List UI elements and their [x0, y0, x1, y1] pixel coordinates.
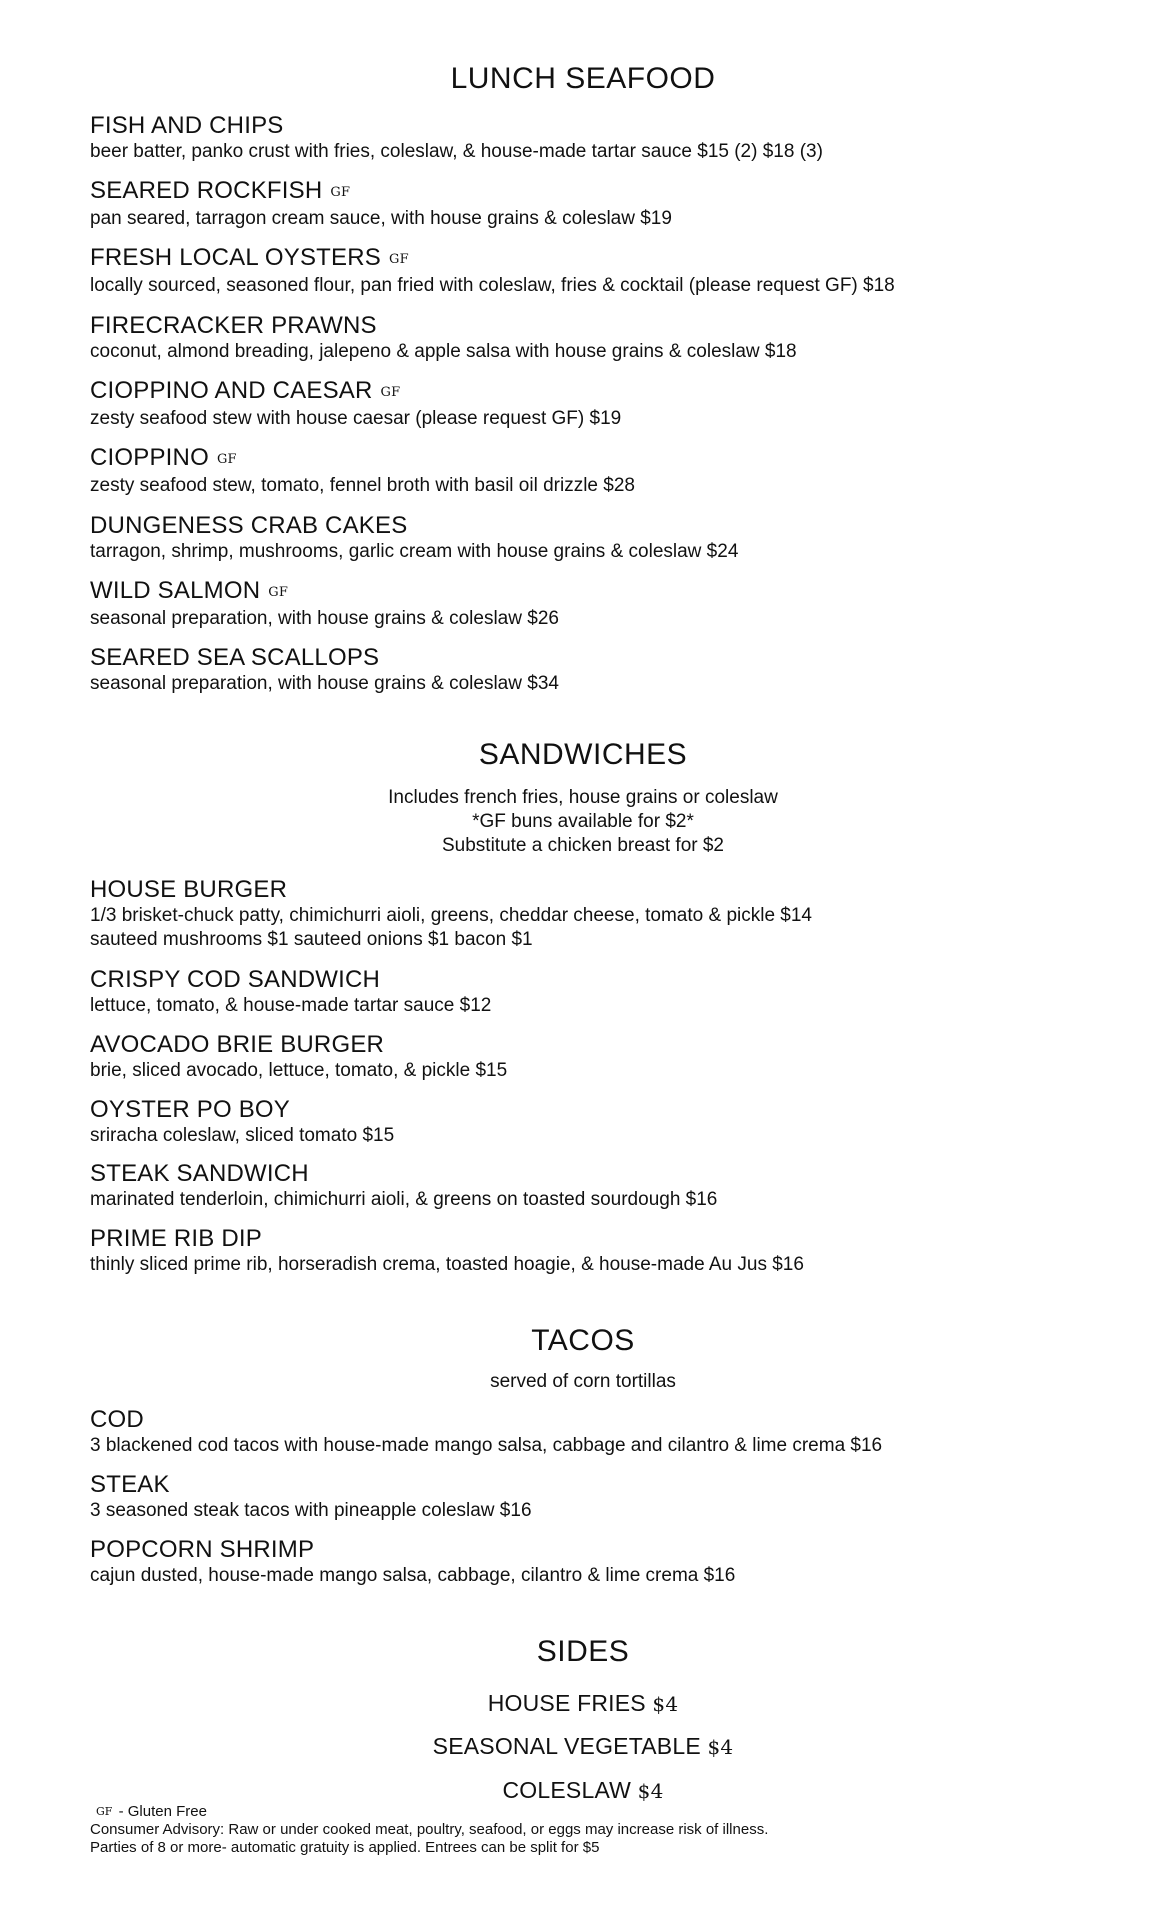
menu-item: [90, 377, 1090, 431]
menu-item: [90, 1096, 1090, 1148]
side-price: $4: [652, 1692, 679, 1716]
menu-item: [90, 644, 1090, 696]
item-name: SEARED ROCKFISH: [90, 177, 323, 204]
gluten-free-mark: GF: [268, 585, 289, 600]
item-name: WILD SALMON: [90, 577, 261, 604]
gf-legend: [90, 1803, 768, 1821]
menu-item: [90, 577, 1090, 631]
item-name: SEARED SEA SCALLOPS: [90, 644, 380, 671]
lunch-seafood-title: LUNCH SEAFOOD: [450, 62, 716, 95]
intro-line: *GF buns available for $2*: [472, 811, 694, 832]
gluten-free-mark: GF: [330, 185, 351, 200]
item-description: beer batter, panko crust with fries, coleslaw, & house-made tartar sauce $15 (2) $18 (3): [90, 141, 823, 162]
item-description: cajun dusted, house-made mango salsa, cabbage, cilantro & lime crema $16: [90, 1565, 736, 1586]
item-description: coconut, almond breading, jalepeno & apple salsa with house grains & coleslaw $18: [90, 341, 797, 362]
gluten-free-mark: GF: [96, 1805, 113, 1818]
item-name: PRIME RIB DIP: [90, 1225, 262, 1252]
intro-line: Includes french fries, house grains or coleslaw: [388, 787, 778, 808]
item-description: marinated tenderloin, chimichurri aioli, & greens on toasted sourdough $16: [90, 1189, 718, 1210]
menu-item: [90, 512, 1090, 564]
item-description: 1/3 brisket-chuck patty, chimichurri aioli, greens, cheddar cheese, tomato & pickle $14: [90, 905, 812, 926]
side-item: [0, 1776, 1166, 1805]
side-item: [0, 1732, 1166, 1761]
menu-item: [90, 177, 1090, 231]
menu-item: [90, 444, 1090, 498]
gf-legend-text: - Gluten Free: [114, 1803, 207, 1820]
item-name: DUNGENESS CRAB CAKES: [90, 512, 408, 539]
item-name: FIRECRACKER PRAWNS: [90, 312, 377, 339]
menu-item: [90, 1471, 1090, 1523]
gluten-free-mark: GF: [380, 385, 401, 400]
item-description: 3 seasoned steak tacos with pineapple coleslaw $16: [90, 1500, 532, 1521]
tacos-title: TACOS: [531, 1324, 635, 1357]
item-description: 3 blackened cod tacos with house-made mango salsa, cabbage and cilantro & lime crema $16: [90, 1435, 883, 1456]
item-description: pan seared, tarragon cream sauce, with house grains & coleslaw $19: [90, 208, 672, 229]
item-description: seasonal preparation, with house grains & coleslaw $26: [90, 608, 559, 629]
menu-item: [90, 312, 1090, 364]
side-item: [0, 1689, 1166, 1718]
item-name: FRESH LOCAL OYSTERS: [90, 244, 381, 271]
item-name: OYSTER PO BOY: [90, 1096, 290, 1123]
item-description: brie, sliced avocado, lettuce, tomato, & pickle $15: [90, 1060, 508, 1081]
menu-item: [90, 966, 1090, 1018]
sandwiches-title: SANDWICHES: [478, 738, 688, 771]
item-description: tarragon, shrimp, mushrooms, garlic cream with house grains & coleslaw $24: [90, 541, 739, 562]
consumer-advisory: Consumer Advisory: Raw or under cooked meat, poultry, seafood, or eggs may increase risk of illness.: [90, 1821, 769, 1838]
menu-item: [90, 244, 1090, 298]
item-name: STEAK: [90, 1471, 170, 1498]
item-name: HOUSE BURGER: [90, 876, 288, 903]
menu-footer: [90, 1803, 768, 1857]
side-price: $4: [637, 1779, 664, 1803]
item-description: thinly sliced prime rib, horseradish crema, toasted hoagie, & house-made Au Jus $16: [90, 1254, 804, 1275]
sandwiches-intro: [0, 786, 1166, 858]
tacos-intro: served of corn tortillas: [490, 1371, 676, 1392]
item-addons: sauteed mushrooms $1 sauteed onions $1 bacon $1: [90, 929, 533, 950]
intro-line: Substitute a chicken breast for $2: [442, 835, 724, 856]
side-name: COLESLAW: [502, 1777, 632, 1803]
side-name: HOUSE FRIES: [487, 1690, 646, 1716]
gluten-free-mark: GF: [216, 452, 237, 467]
menu-item: [90, 1225, 1090, 1277]
side-price: $4: [707, 1735, 734, 1759]
menu-item: [90, 1031, 1090, 1083]
item-description: lettuce, tomato, & house-made tartar sauce $12: [90, 995, 492, 1016]
item-name: CIOPPINO AND CAESAR: [90, 377, 373, 404]
item-name: FISH AND CHIPS: [90, 112, 284, 139]
menu-item: [90, 1536, 1090, 1588]
item-description: locally sourced, seasoned flour, pan fried with coleslaw, fries & cocktail (please request GF) $18: [90, 275, 895, 296]
item-description: zesty seafood stew with house caesar (please request GF) $19: [90, 408, 622, 429]
item-name: CIOPPINO: [90, 444, 209, 471]
menu-item: [90, 112, 1090, 164]
item-name: COD: [90, 1406, 144, 1433]
menu-item: [90, 876, 1090, 952]
item-description: seasonal preparation, with house grains & coleslaw $34: [90, 673, 559, 694]
menu-item: [90, 1160, 1090, 1212]
gluten-free-mark: GF: [388, 252, 409, 267]
item-description: sriracha coleslaw, sliced tomato $15: [90, 1125, 395, 1146]
item-name: CRISPY COD SANDWICH: [90, 966, 381, 993]
gratuity-note: Parties of 8 or more- automatic gratuity is applied. Entrees can be split for $5: [90, 1839, 600, 1856]
sides-title: SIDES: [536, 1635, 630, 1668]
item-name: STEAK SANDWICH: [90, 1160, 309, 1187]
side-name: SEASONAL VEGETABLE: [432, 1733, 701, 1759]
item-name: POPCORN SHRIMP: [90, 1536, 315, 1563]
menu-item: [90, 1406, 1090, 1458]
item-name: AVOCADO BRIE BURGER: [90, 1031, 385, 1058]
item-description: zesty seafood stew, tomato, fennel broth with basil oil drizzle $28: [90, 475, 635, 496]
